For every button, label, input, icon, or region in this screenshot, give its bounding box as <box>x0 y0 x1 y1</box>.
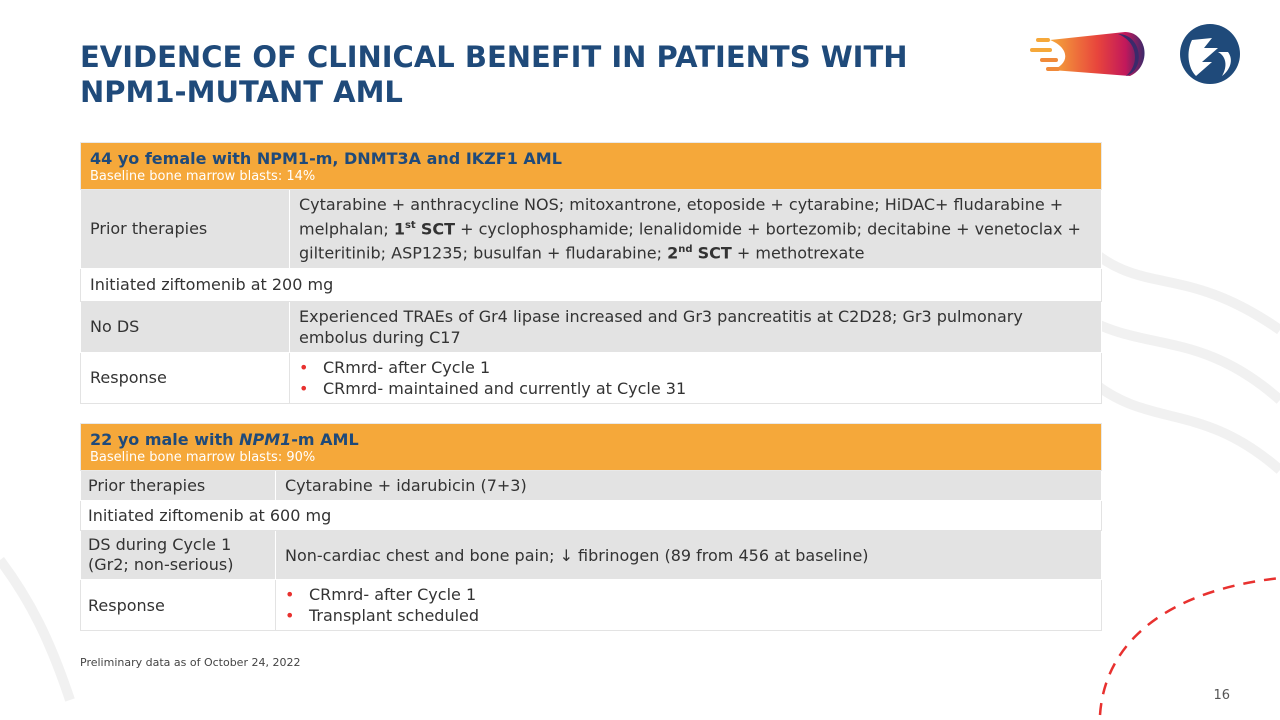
case1-response-row <box>81 352 1102 403</box>
case1-prior-label: Prior therapies <box>81 190 290 269</box>
case2-subheader: Baseline bone marrow blasts: 90% <box>90 450 316 465</box>
case2-ds-label: DS during Cycle 1 (Gr2; non-serious) <box>81 531 276 580</box>
case1-initiated: Initiated ziftomenib at 200 mg <box>81 268 1102 301</box>
case1-response-label: Response <box>81 352 290 403</box>
case2-initiated-row <box>81 501 1102 531</box>
case2-table <box>80 423 1102 631</box>
list-item: • CRmrd- after Cycle 1 <box>285 584 1092 605</box>
case1-initiated-row <box>81 268 1102 301</box>
list-item: • Transplant scheduled <box>285 605 1092 626</box>
page-title: EVIDENCE OF CLINICAL BENEFIT IN PATIENTS WITH NPM1-MUTANT AML <box>80 40 908 109</box>
case1-prior-text: Cytarabine + anthracycline NOS; mitoxantrone, etoposide + cytarabine; HiDAC+ fludarabine + melphalan; 1st SCT + cyclophosphamide; lenalidomide + bortezomib; decitabine + venetoclax + gilteritinib; ASP1235; busulfan + fludarabine; 2nd SCT + methotrexate <box>290 190 1102 269</box>
case1-ds-row <box>81 301 1102 352</box>
case2-prior-row <box>81 471 1102 501</box>
case1-ds-text: Experienced TRAEs of Gr4 lipase increased and Gr3 pancreatitis at C2D28; Gr3 pulmonary embolus during C17 <box>290 301 1102 352</box>
case1-response-list <box>299 357 1092 399</box>
comet-logo-icon <box>1030 26 1150 82</box>
case2-header: 22 yo male with NPM1-m AML <box>90 430 359 449</box>
case2-prior-label: Prior therapies <box>81 471 276 501</box>
case2-response-list <box>285 584 1092 626</box>
case2-response-row <box>81 580 1102 631</box>
footnote: Preliminary data as of October 24, 2022 <box>80 656 301 669</box>
case2-prior-text: Cytarabine + idarubicin (7+3) <box>276 471 1102 501</box>
case2-response-label: Response <box>81 580 276 631</box>
case1-subheader: Baseline bone marrow blasts: 14% <box>90 169 316 184</box>
case1-header: 44 yo female with NPM1-m, DNMT3A and IKZF1 AML <box>90 149 562 168</box>
dashed-arc <box>1100 578 1280 715</box>
list-item: • CRmrd- after Cycle 1 <box>299 357 1092 378</box>
page-number: 16 <box>1213 688 1230 703</box>
case2-ds-text: Non-cardiac chest and bone pain; ↓ fibrinogen (89 from 456 at baseline) <box>276 531 1102 580</box>
case2-initiated: Initiated ziftomenib at 600 mg <box>81 501 1102 531</box>
company-logo-icon <box>1178 22 1242 86</box>
case1-table <box>80 142 1102 404</box>
case1-header-row <box>81 143 1102 190</box>
case2-ds-row <box>81 531 1102 580</box>
case1-prior-row <box>81 190 1102 269</box>
case1-ds-label: No DS <box>81 301 290 352</box>
case2-header-row <box>81 424 1102 471</box>
list-item: • CRmrd- maintained and currently at Cycle 31 <box>299 378 1092 399</box>
